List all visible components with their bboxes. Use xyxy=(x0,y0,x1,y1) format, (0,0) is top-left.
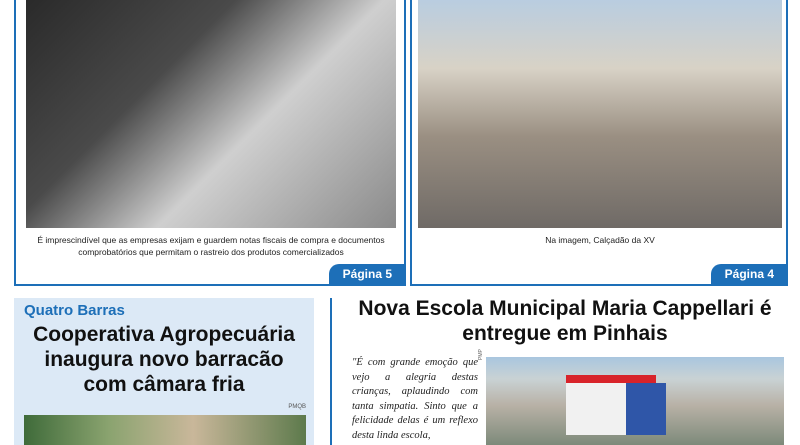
headline[interactable]: Nova Escola Municipal Maria Cappellari é entregue em Pinhais xyxy=(358,297,772,345)
page-link-5[interactable]: Página 5 xyxy=(329,264,404,284)
pull-quote: "É com grande emoção que vejo a alegria destas crianças, aplaudindo com tanta simpatia. Sinto que a felicidade delas é um reflexo desta linda escola, xyxy=(352,357,478,441)
photo-caption: É imprescindível que as empresas exijam e guardem notas fiscais de compra e documentos comprobatórios que permitam o rastreio dos produtos comercializados xyxy=(37,235,385,257)
photo-aerial-school xyxy=(486,357,784,445)
photo-credit: PMQB xyxy=(288,404,306,410)
photo-credit: PMP xyxy=(478,349,484,360)
story-panel-nota-fiscal[interactable] xyxy=(14,0,406,286)
photo-group-of-people xyxy=(24,415,306,445)
column-divider xyxy=(330,298,332,445)
story-panel-cooperativa[interactable] xyxy=(14,298,314,445)
headline[interactable]: Cooperativa Agropecuária inaugura novo barracão com câmara fria xyxy=(33,323,295,396)
photo-calcadao-street xyxy=(418,0,782,228)
school-building-wing xyxy=(626,383,666,435)
section-label: Quatro Barras xyxy=(24,302,125,319)
photo-bottles-in-car xyxy=(26,0,396,228)
photo-caption: Na imagem, Calçadão da XV xyxy=(545,235,655,245)
story-panel-calcadao[interactable] xyxy=(410,0,788,286)
page-link-4[interactable]: Página 4 xyxy=(711,264,786,284)
